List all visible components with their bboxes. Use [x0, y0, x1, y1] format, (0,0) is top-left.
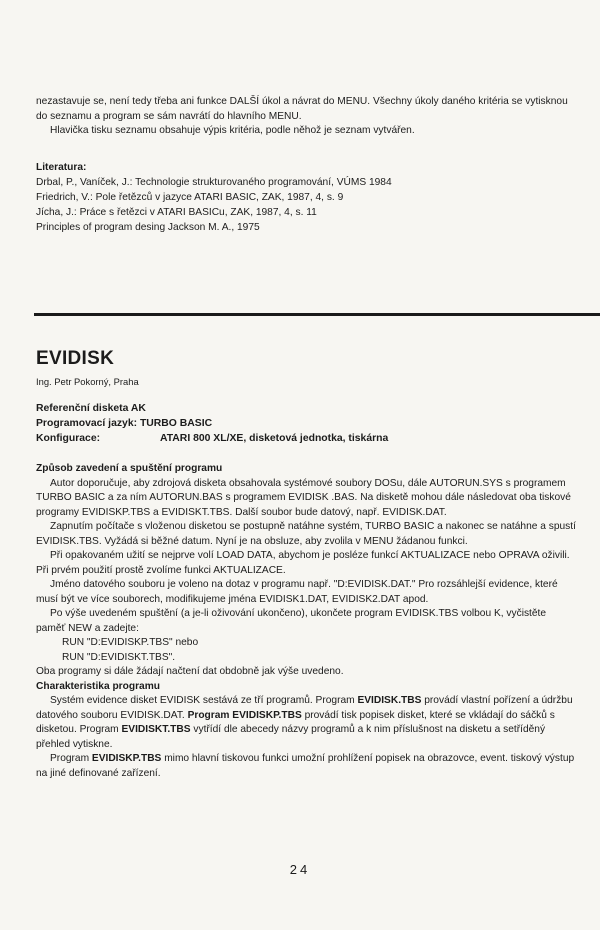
- intro-line-2: Hlavička tisku seznamu obsahuje výpis kritéria, podle něhož je seznam vytvářen.: [50, 125, 415, 136]
- paragraph-text: Program: [50, 753, 92, 764]
- literature-item: Jícha, J.: Práce s řetězci v ATARI BASICu, ZAK, 1987, 4, s. 11: [36, 207, 317, 218]
- programming-language: Programovací jazyk: TURBO BASIC: [36, 418, 213, 429]
- program-name: EVIDISKT.TBS: [121, 724, 191, 735]
- section-divider: [34, 313, 600, 316]
- literature-item: Friedrich, V.: Pole řetězců v jazyce ATARI BASIC, ZAK, 1987, 4, s. 9: [36, 192, 344, 203]
- configuration-row: [36, 431, 389, 446]
- configuration-label: Konfigurace:: [36, 433, 101, 444]
- section-load-run: [36, 462, 576, 781]
- code-line: RUN "D:EVIDISKT.TBS".: [62, 651, 176, 663]
- intro-paragraph: [36, 95, 576, 139]
- paragraph-text: vytřídí dle abecedy názvy programů a k nim příslušnost na disketu a setříděný přehled vytiskne.: [36, 724, 546, 750]
- literature-heading: Literatura:: [36, 162, 87, 173]
- intro-line-1: nezastavuje se, není tedy třeba ani funkce DALŠÍ úkol a návrat do MENU. Všechny úkoly daného kritéria se vytisknou do seznamu a program se sám navrátí do hlavního MENU.: [36, 96, 568, 122]
- paragraph: Zapnutím počítače s vloženou disketou se postupně natáhne systém, TURBO BASIC a nakonec se natáhne a spustí EVIDISK.TBS. Vyžádá si běžné datum. Nyní je na obsluze, aby zvolila v MENU žádanou funkci.: [36, 521, 576, 547]
- program-name: EVIDISK.TBS: [357, 695, 422, 706]
- reference-disk: Referenční disketa AK: [36, 403, 146, 414]
- section-heading: Charakteristika programu: [36, 680, 160, 692]
- paragraph-text: provádí vlastní pořízení a údržbu datového souboru EVIDISK.DAT.: [36, 695, 573, 721]
- literature-item: Principles of program desing Jackson M. A., 1975: [36, 222, 260, 233]
- paragraph-text: provádí tisk popisek disket, které se vkládají do sáčků s disketou. Program: [36, 709, 555, 735]
- code-line: RUN "D:EVIDISKP.TBS" nebo: [62, 637, 199, 648]
- section-heading: Způsob zavedení a spuštění programu: [36, 463, 223, 474]
- article-title: EVIDISK: [36, 348, 115, 369]
- paragraph: Po výše uvedeném spuštění (a je-li oživování ukončeno), ukončete program EVIDISK.TBS volbou K, vyčistěte paměť NEW a zadejte:: [36, 608, 547, 634]
- paragraph: [36, 477, 576, 521]
- paragraph-text: .BAS. Na disketě mohou dále následovat oba tiskové programy EVIDISKP.TBS a EVIDISKT.TBS. Další soubor bude datový, např. EVIDISK.DAT.: [36, 492, 571, 518]
- paragraph: [36, 694, 576, 752]
- program-name: Program EVIDISKP.TBS: [187, 709, 302, 721]
- program-name: EVIDISKP.TBS: [91, 753, 162, 764]
- paragraph: Při opakovaném užití se nejprve volí LOAD DATA, abychom je posléze funkcí AKTUALIZACE nebo OPRAVA oživili. Při prvém použití prostě zvolíme funkci AKTUALIZACE.: [36, 550, 570, 576]
- literature-block: [36, 160, 576, 235]
- article-meta: [36, 401, 389, 446]
- paragraph: [36, 752, 576, 781]
- literature-item: Drbal, P., Vaníček, J.: Technologie strukturovaného programování, VÚMS 1984: [36, 177, 392, 188]
- article-author: Ing. Petr Pokorný, Praha: [36, 376, 139, 387]
- page-number: 24: [289, 862, 311, 877]
- configuration-value: ATARI 800 XL/XE, disketová jednotka, tiskárna: [160, 433, 389, 444]
- paragraph-text: mimo hlavní tiskovou funkci umožní prohlížení popisek na obrazovce, event. tiskový výstup na jiné definované zařízení.: [36, 753, 575, 779]
- paragraph: Jméno datového souboru je voleno na dotaz v programu např. "D:EVIDISK.DAT." Pro rozsáhlejší evidence, které musí být ve více souborech, modifikujeme jména EVIDISK1.DAT, EVIDISK2.DAT apod.: [36, 579, 558, 605]
- paragraph: Oba programy si dále žádají načtení dat obdobně jak výše uvedeno.: [36, 666, 344, 677]
- paragraph-text: Autor doporučuje, aby zdrojová disketa obsahovala systémové soubory DOSu, dále AUTORUN.SYS s programem TURBO BASIC a za ním AUTORUN.BAS s programem EVIDISK: [36, 477, 566, 503]
- paragraph-text: Systém evidence disket EVIDISK sestává ze tří programů. Program: [50, 695, 358, 706]
